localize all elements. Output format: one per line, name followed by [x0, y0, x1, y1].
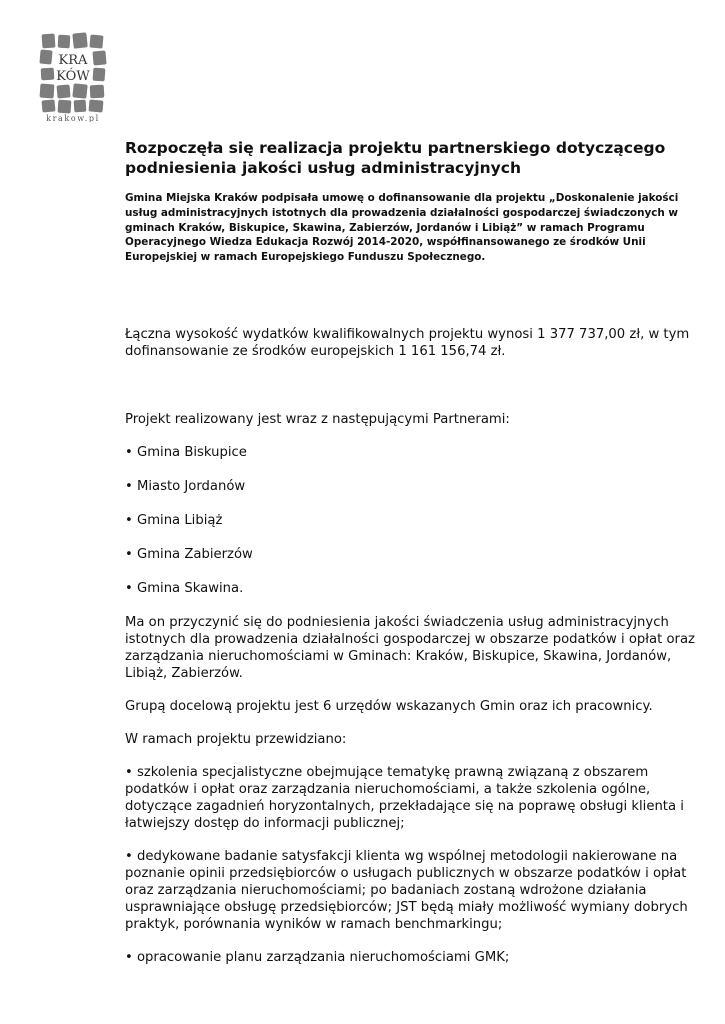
- krakow-logo-graphic: [38, 32, 108, 122]
- planned-item: • szkolenia specjalistyczne obejmujące tematykę prawną związaną z obszarem podatków i opłat oraz zarządzania nieruchomościami, a także szkolenia ogólne, dotyczące zagadnień horyzontalnych, przekładające się na poprawę obsługi klienta i łatwiejszy dostęp do informacji publicznej;: [125, 765, 684, 831]
- target-group-paragraph: Grupą docelową projektu jest 6 urzędów wskazanych Gmin oraz ich pracownicy.: [125, 699, 653, 714]
- article-body: [125, 326, 705, 982]
- planned-item: • dedykowane badanie satysfakcji klienta wg wspólnej metodologii nakierowane na poznanie opinii przedsiębiorców o usługach publicznych w obszarze podatków i opłat oraz zarządzania nieruchomościami; po badaniach zostaną wdrożone działania usprawniające obsługę przedsiębiorców; JST będą miały możliwość wymiany dobrych praktyk, porównania wyników w ramach benchmarkingu;: [125, 849, 688, 932]
- partner-item: • Gmina Skawina.: [125, 581, 244, 596]
- lead-paragraph: Gmina Miejska Kraków podpisała umowę o dofinansowanie dla projektu „Doskonalenie jakości usług administracyjnych istotnych dla prowadzenia działalności gospodarczej świadczonych w gminach Kraków, Biskupice, Skawina, Zabierzów, Jordanów i Libiąż” w ramach Programu Operacyjnego Wiedza Edukacja Rozwój 2014-2020, współfinansowanego ze środków Unii Europejskiej w ramach Europejskiego Funduszu Społecznego.: [125, 192, 679, 264]
- partner-item: • Gmina Libiąż: [125, 513, 223, 528]
- logo-text-line1: KRA: [58, 53, 88, 68]
- partners-intro: Projekt realizowany jest wraz z następującymi Partnerami:: [125, 412, 510, 427]
- planned-item: • opracowanie planu zarządzania nieruchomościami GMK;: [125, 950, 510, 965]
- amount-paragraph: Łączna wysokość wydatków kwalifikowalnych projektu wynosi 1 377 737,00 zł, w tym dofinansowanie ze środków europejskich 1 161 156,74 zł.: [125, 327, 690, 359]
- logo-text-line2: KÓW: [56, 69, 90, 84]
- krakow-logo: [38, 32, 108, 122]
- partner-item: • Gmina Biskupice: [125, 445, 247, 460]
- page-title: Rozpoczęła się realizacja projektu partnerskiego dotyczącego podniesienia jakości usług administracyjnych: [125, 139, 666, 177]
- logo-url: krakow.pl: [46, 114, 100, 122]
- goal-paragraph: Ma on przyczynić się do podniesienia jakości świadczenia usług administracyjnych istotnych dla prowadzenia działalności gospodarczej w obszarze podatków i opłat oraz zarządzania nieruchomościami w Gminach: Kraków, Biskupice, Skawina, Jordanów, Libiąż, Zabierzów.: [125, 615, 695, 681]
- article-header: [125, 138, 705, 265]
- partner-item: • Gmina Zabierzów: [125, 547, 253, 562]
- planned-intro: W ramach projektu przewidziano:: [125, 732, 347, 747]
- partner-item: • Miasto Jordanów: [125, 479, 246, 494]
